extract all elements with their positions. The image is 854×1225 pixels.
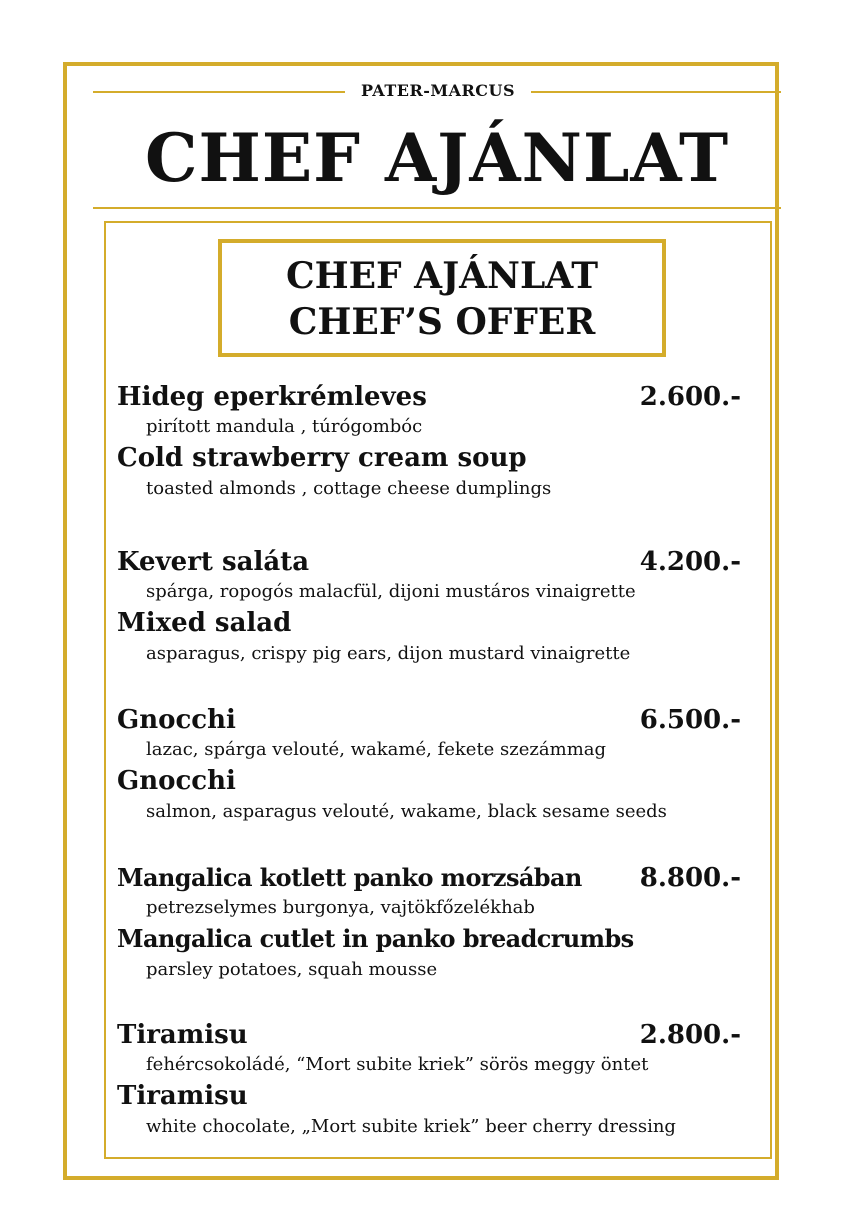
dish-price: 8.800.- <box>639 863 741 893</box>
dish-name-hu: Hideg eperkrémleves <box>117 382 427 412</box>
dish-description-en: white chocolate, „Mort subite kriek” beer cherry dressing <box>146 1116 676 1137</box>
offer-title-hu: CHEF AJÁNLAT <box>285 255 599 297</box>
offer-box <box>218 239 666 357</box>
dish-price: 2.600.- <box>639 382 741 412</box>
dish-name-en: Gnocchi <box>117 766 236 796</box>
dish-description-hu: petrezselymes burgonya, vajtökfőzelékhab <box>146 897 535 918</box>
dish-name-hu: Tiramisu <box>117 1020 248 1050</box>
dish-name-en: Mangalica cutlet in panko breadcrumbs <box>117 924 634 953</box>
menu-item <box>117 380 741 502</box>
menu-item <box>117 545 741 667</box>
dish-description-en: asparagus, crispy pig ears, dijon mustard vinaigrette <box>146 643 631 664</box>
dish-description-en: salmon, asparagus velouté, wakame, black sesame seeds <box>146 801 667 822</box>
dish-description-hu: lazac, spárga velouté, wakamé, fekete szezámmag <box>146 739 607 760</box>
dish-price: 6.500.- <box>639 705 741 735</box>
header-rule-right <box>531 91 781 93</box>
dish-name-en: Cold strawberry cream soup <box>117 443 527 473</box>
menu-item <box>117 703 741 825</box>
page-title: CHEF AJÁNLAT <box>144 119 730 197</box>
dish-description-en: parsley potatoes, squah mousse <box>146 959 438 980</box>
dish-price: 4.200.- <box>639 547 741 577</box>
title-rule <box>93 207 781 209</box>
dish-description-en: toasted almonds , cottage cheese dumplings <box>146 478 552 499</box>
menu-item <box>117 861 741 983</box>
menu-item <box>117 1018 741 1140</box>
dish-name-hu: Kevert saláta <box>117 547 310 577</box>
dish-name-hu: Gnocchi <box>117 705 236 735</box>
dish-description-hu: pirított mandula , túrógombóc <box>146 416 423 437</box>
dish-price: 2.800.- <box>639 1020 741 1050</box>
brand-name: PATER-MARCUS <box>360 81 516 100</box>
offer-title-en: CHEF’S OFFER <box>288 301 596 343</box>
dish-name-en: Tiramisu <box>117 1081 248 1111</box>
dish-name-en: Mixed salad <box>117 608 292 638</box>
dish-description-hu: spárga, ropogós malacfül, dijoni mustáros vinaigrette <box>146 581 636 602</box>
dish-name-hu: Mangalica kotlett panko morzsában <box>117 863 582 892</box>
dish-description-hu: fehércsokoládé, “Mort subite kriek” sörös meggy öntet <box>146 1054 649 1075</box>
header-rule-left <box>93 91 345 93</box>
